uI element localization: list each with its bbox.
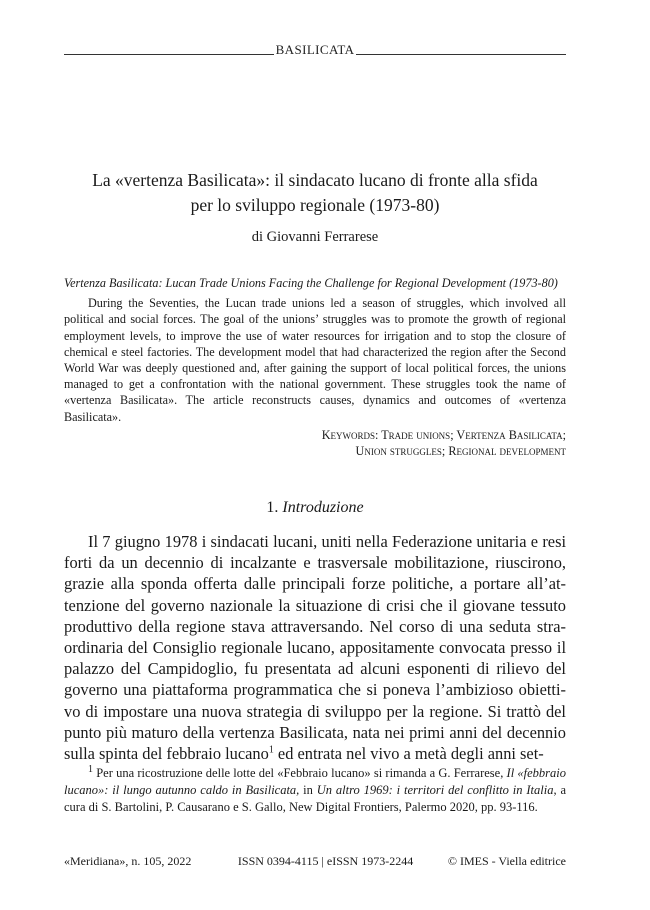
footnote-reference[interactable]: 1 bbox=[268, 744, 274, 756]
title-line-1: La «vertenza Basilicata»: il sindacato lucano di fronte alla sfida bbox=[92, 170, 538, 190]
section-number: 1. bbox=[266, 499, 279, 516]
section-title: Introduzione bbox=[282, 499, 364, 516]
body-text-continued: ed entrata nel vivo a metà degli anni set- bbox=[273, 744, 544, 764]
journal-citation: «Meridiana», n. 105, 2022 bbox=[64, 854, 192, 868]
header-rule-left bbox=[64, 54, 274, 55]
abstract-text: During the Seventies, the Lucan trade unions led a season of struggles, which involved all political and social forces. The goal of the unions’ struggles was to promote the growth of regional employment levels, to improve the use of water resources for irrigation and to stop the closure of chemical e steel factories. The development model that had characterized the region after the Second World War was deeply questioned and, after gaining the support of local political forces, the unions managed to get a confrontation with the national government. These struggles took the name of «vertenza Basilicata». The article reconstructs causes, dynamics and outcomes of «vertenza Basilicata». bbox=[64, 296, 566, 424]
footnote-volume-title: Un altro 1969: i territori del conflitto in Italia bbox=[316, 783, 554, 797]
footnote-cited-title: Il «febbraio lucano»: il lungo autunno caldo in Basilicata, bbox=[64, 766, 566, 797]
running-header bbox=[64, 40, 566, 60]
section-heading bbox=[64, 499, 566, 517]
header-rule-right bbox=[356, 54, 566, 55]
footnote-text-2: in bbox=[299, 783, 317, 797]
footnote-text-1: Per una ricostruzione delle lotte del «Febbraio lucano» si rimanda a G. Ferrarese, bbox=[96, 766, 507, 780]
english-title: Vertenza Basilicata: Lucan Trade Unions Facing the Challenge for Regional Development (1973-80) bbox=[64, 276, 558, 290]
running-head-label: BASILICATA bbox=[275, 42, 355, 57]
footnote-text-3: , a cura di S. Bartolini, P. Causarano e S. Gallo, New Digital Frontiers, Palermo 2020, pp. 93-116. bbox=[64, 783, 566, 814]
body-paragraph bbox=[64, 531, 566, 764]
footnote bbox=[64, 765, 566, 816]
issn-info: ISSN 0394-4115 | eISSN 1973-2244 bbox=[237, 854, 414, 868]
body-text: Il 7 giugno 1978 i sindacati lucani, uniti nella Federazione unitaria e resi forti da un decennio di incalzante e trasversale mobilitazione, riuscirono, grazie alla sponda offerta dalle principali forze politiche, a portare all’at- tenzione del governo nazionale la situazione di crisi che il giovane tessuto produttivo della regione stava attraversando. Nel corso di una seduta stra- ordinaria del Consiglio regionale lucano, appositamente convocata presso il palazzo del Campidoglio, fu presentata ad alcuni esponenti di rilievo del governo una piattaforma programmatica che si poneva l’ambizioso obietti- vo di impostare una nuova strategia di sviluppo per la regione. Si trattò del punto più maturo della vertenza Basilicata, nata nei primi anni del decennio sulla spinta del febbraio lucano bbox=[64, 532, 566, 764]
title-line-2: per lo sviluppo regionale (1973-80) bbox=[190, 195, 440, 215]
abstract bbox=[64, 275, 566, 459]
page-footer bbox=[64, 854, 566, 869]
keywords-line-2: Union struggles; Regional development bbox=[355, 444, 566, 459]
publisher-info: © IMES - Viella editrice bbox=[447, 854, 566, 868]
footnote-number: 1 bbox=[88, 763, 93, 775]
article-author: di Giovanni Ferrarese bbox=[251, 229, 379, 245]
article-title bbox=[64, 168, 566, 218]
keywords-line-1: Keywords: Trade unions; Vertenza Basilicata; bbox=[321, 427, 566, 442]
keywords bbox=[64, 427, 566, 459]
